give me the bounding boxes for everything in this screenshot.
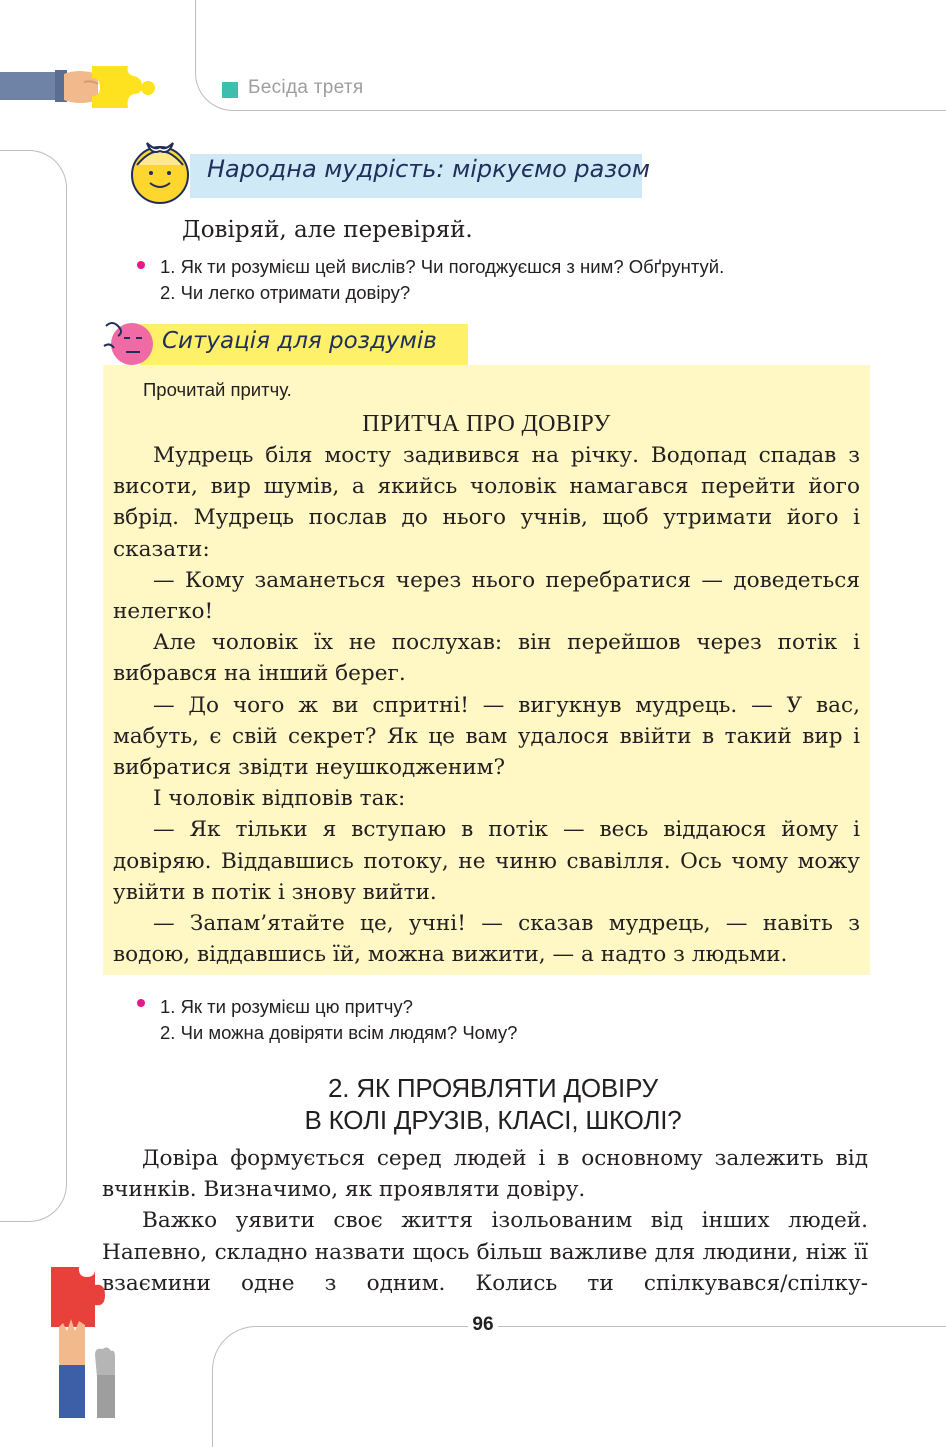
question-item: 2. Чи легко отримати довіру? xyxy=(160,282,411,303)
folk-wisdom-banner xyxy=(125,135,650,205)
thinking-face-icon xyxy=(100,316,160,368)
bullet-icon xyxy=(137,999,145,1007)
parable-box xyxy=(103,365,870,975)
page-frame-bottom xyxy=(212,1326,946,1447)
hand-puzzle-icon xyxy=(0,60,160,120)
parable-paragraph: — Як тільки я вступаю в потік — весь віддаюся йому і довіряю. Віддавшись потоку, не чиню свавілля. Ось чому можу увійти в потік і знову вийти. xyxy=(113,817,860,905)
page-number: 96 xyxy=(468,1314,498,1336)
parable-paragraph: І чоловік відповів так: xyxy=(153,786,406,812)
situation-banner xyxy=(100,316,480,368)
parable-questions xyxy=(160,994,517,1046)
parable-paragraph: — Запам’ятайте це, учні! — сказав мудрець, — навіть з водою, віддавшись їй, можна вижити, — а надто з людьми. xyxy=(113,911,860,968)
raised-hands-icon xyxy=(45,1265,135,1418)
proverb: Довіряй, але перевіряй. xyxy=(182,217,473,243)
girl-face-icon xyxy=(125,135,195,205)
bullet-icon xyxy=(137,261,145,269)
parable-title: ПРИТЧА ПРО ДОВІРУ xyxy=(362,411,611,437)
question-item: 1. Як ти розумієш цю притчу? xyxy=(160,996,413,1017)
section-body xyxy=(102,1143,868,1299)
parable-paragraph: Але чоловік їх не послухав: він перейшов через потік і вибрався на інший берег. xyxy=(113,630,860,687)
section-heading xyxy=(0,1072,946,1136)
folk-wisdom-questions xyxy=(160,254,724,306)
chapter-marker xyxy=(222,82,238,98)
parable-intro: Прочитай притчу. xyxy=(143,379,292,400)
section-paragraph: Важко уявити своє життя ізольованим від інших людей. Напевно, складно назвати щось більш важливе для людини, ніж її взаємини одне з одним. Колись ти спілкувався/спілку- xyxy=(102,1208,868,1296)
page-frame-left xyxy=(0,150,67,1222)
situation-title: Ситуація для роздумів xyxy=(162,328,437,354)
parable-paragraph: — До чого ж ви спритні! — вигукнув мудрець. — У вас, мабуть, є свій секрет? Як це вам удалося ввійти в такий вир і вибратися звідти неушкодженим? xyxy=(113,692,860,781)
section-heading-line: 2. ЯК ПРОЯВЛЯТИ ДОВІРУ xyxy=(328,1073,658,1103)
parable-paragraph: Мудрець біля мосту задивився на річку. Водопад спадав з висоти, вир шумів, а якийсь чоловік намагався перейти його вбрід. Мудрець послав до нього учнів, щоб утримати його і сказати: xyxy=(113,443,860,562)
folk-wisdom-title: Народна мудрість: міркуємо разом xyxy=(207,155,650,183)
question-item: 2. Чи можна довіряти всім людям? Чому? xyxy=(160,1022,518,1043)
question-item: 1. Як ти розумієш цей вислів? Чи погоджуєшся з ним? Обґрунтуй. xyxy=(160,256,725,277)
section-paragraph: Довіра формується серед людей і в основному залежить від вчинків. Визначимо, як проявляти довіру. xyxy=(102,1146,868,1203)
section-heading-line: В КОЛІ ДРУЗІВ, КЛАСІ, ШКОЛІ? xyxy=(304,1105,682,1135)
chapter-title: Бесіда третя xyxy=(248,77,364,98)
parable-text xyxy=(113,440,860,970)
footer-line xyxy=(510,1326,946,1327)
parable-paragraph: — Кому заманеться через нього перебратися — доведеться нелегко! xyxy=(113,567,860,625)
